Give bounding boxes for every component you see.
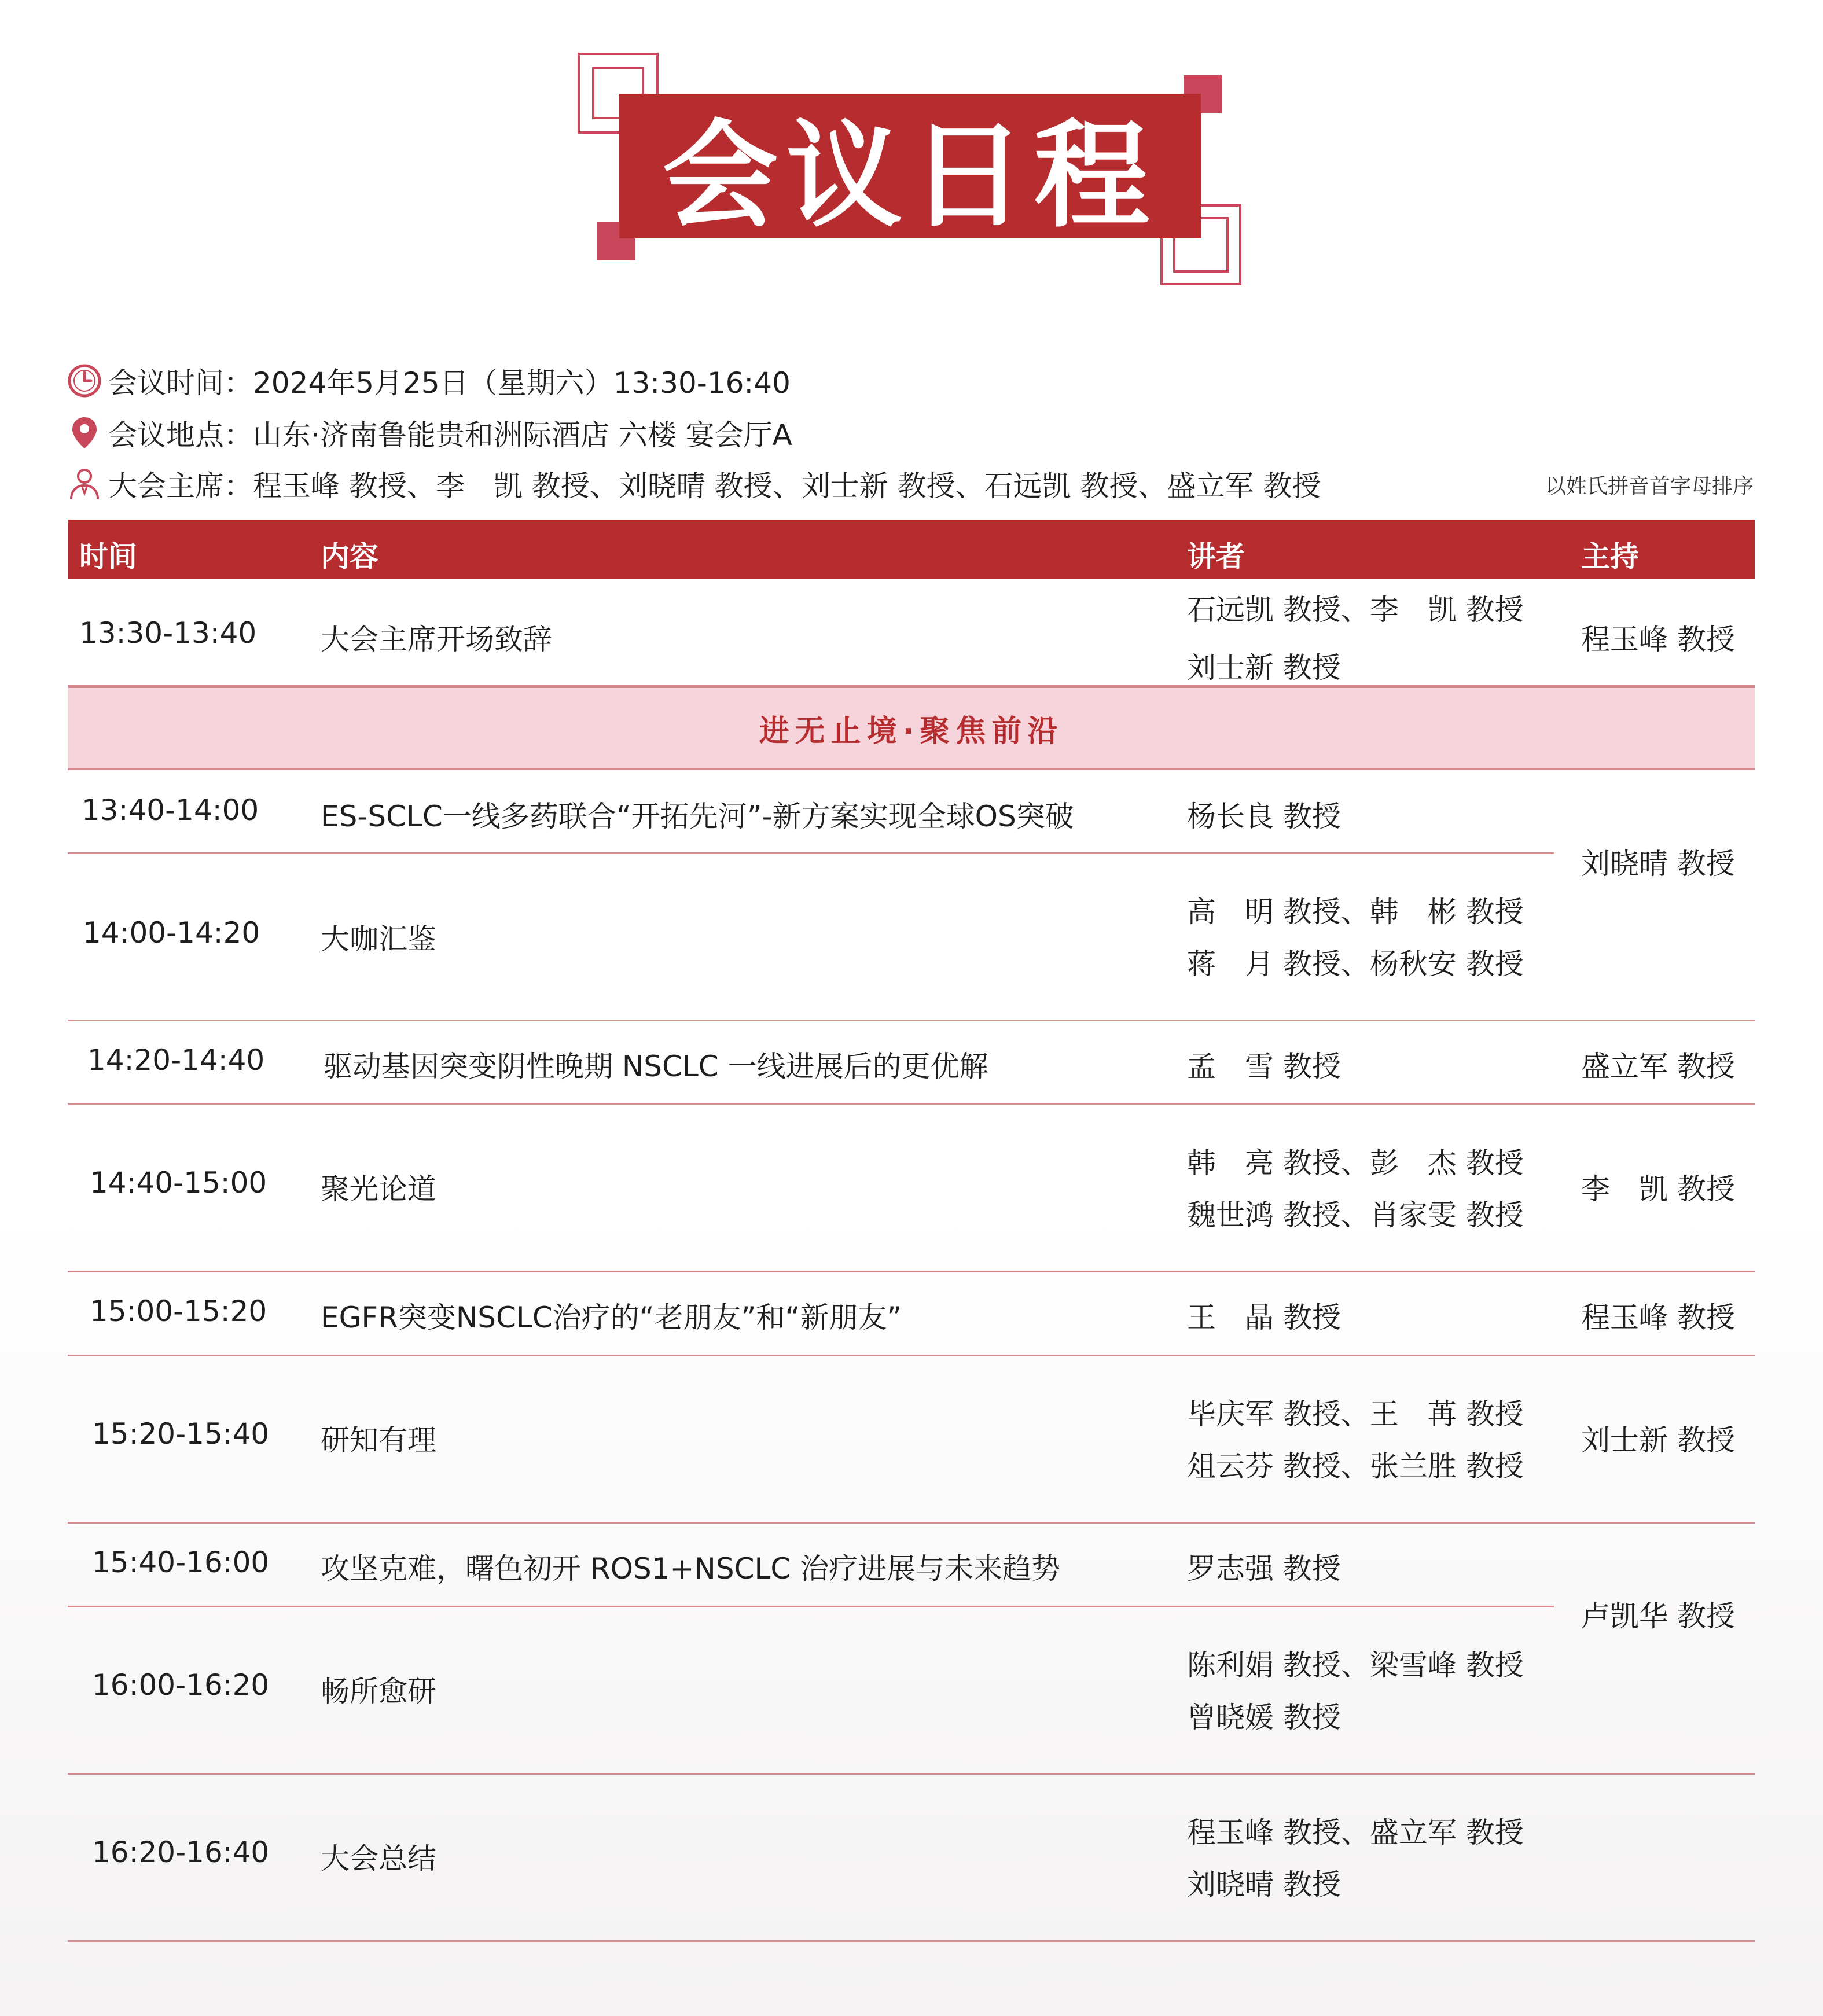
row-speaker: 刘士新 教授: [1187, 651, 1341, 685]
meeting-chair: [67, 463, 1321, 505]
header-content: 内容: [321, 540, 378, 573]
row-time: 15:20-15:40: [92, 1417, 270, 1451]
row-content: EGFR突变NSCLC治疗的“老朋友”和“新朋友”: [321, 1301, 902, 1334]
table-header: [68, 520, 1755, 579]
row-host: 程玉峰 教授: [1581, 1301, 1735, 1334]
meeting-location-text: 会议地点：山东·济南鲁能贵和洲际酒店 六楼 宴会厅A: [108, 418, 792, 452]
row-speaker: 罗志强 教授: [1187, 1552, 1341, 1585]
table-row: [68, 1775, 1755, 1942]
section-title: 进无止境·聚焦前沿: [68, 686, 1755, 770]
sort-note: 以姓氏拼音首字母排序: [1545, 474, 1754, 498]
table-row: [68, 579, 1755, 687]
row-host: 李 凯 教授: [1581, 1172, 1735, 1206]
table-row: [68, 1272, 1755, 1356]
table-row: [68, 1105, 1755, 1272]
header-host: 主持: [1581, 540, 1639, 573]
row-time: 13:40-14:00: [82, 793, 259, 827]
meeting-time: [67, 360, 791, 402]
row-content: ES-SCLC一线多药联合“开拓先河”-新方案实现全球OS突破: [321, 800, 1074, 833]
row-time: 14:20-14:40: [87, 1043, 265, 1077]
title-banner: [576, 51, 1247, 288]
meeting-time-text: 会议时间：2024年5月25日（星期六）13:30-16:40: [108, 366, 791, 400]
row-time: 16:20-16:40: [92, 1835, 270, 1869]
row-speaker: 毕庆军 教授、王 苒 教授: [1187, 1397, 1524, 1431]
table-row: [68, 1356, 1755, 1524]
header-time: 时间: [79, 540, 137, 573]
row-speaker: 俎云芬 教授、张兰胜 教授: [1187, 1450, 1524, 1483]
row-host: 卢凯华 教授: [1581, 1599, 1735, 1633]
row-content: 聚光论道: [321, 1172, 436, 1206]
schedule-table: [68, 520, 1755, 1901]
row-time: 13:30-13:40: [79, 616, 257, 650]
row-speaker: 蒋 月 教授、杨秋安 教授: [1187, 947, 1524, 981]
row-host: 盛立军 教授: [1581, 1050, 1735, 1083]
row-content: 大咖汇鉴: [321, 922, 436, 956]
page-title: 会议日程: [619, 94, 1201, 238]
row-content: 畅所愈研: [321, 1675, 436, 1708]
row-speaker: 曾晓媛 教授: [1187, 1701, 1341, 1734]
row-host: 程玉峰 教授: [1581, 623, 1735, 656]
table-row: [68, 1021, 1755, 1105]
row-time: 14:40-15:00: [90, 1166, 267, 1200]
row-speaker: 陈利娟 教授、梁雪峰 教授: [1187, 1649, 1524, 1682]
meeting-location: [67, 412, 792, 454]
row-speaker: 刘晓晴 教授: [1187, 1868, 1341, 1901]
header-speaker: 讲者: [1187, 540, 1245, 573]
table-row: [68, 1524, 1755, 1607]
row-speaker: 程玉峰 教授、盛立军 教授: [1187, 1816, 1524, 1849]
meeting-chair-text: 大会主席：程玉峰 教授、李 凯 教授、刘晓晴 教授、刘士新 教授、石远凯 教授、盛立军 教授: [108, 469, 1321, 503]
row-speaker: 王 晶 教授: [1187, 1301, 1341, 1334]
row-time: 14:00-14:20: [83, 916, 260, 950]
table-row: [68, 1599, 1755, 1775]
row-content: 研知有理: [321, 1423, 436, 1457]
row-content: 驱动基因突变阴性晚期 NSCLC 一线进展后的更优解: [324, 1050, 988, 1083]
row-host: 刘士新 教授: [1581, 1423, 1735, 1457]
row-time: 16:00-16:20: [92, 1668, 270, 1702]
table-row: [68, 770, 1755, 854]
row-speaker: 高 明 教授、韩 彬 教授: [1187, 895, 1524, 929]
row-time: 15:00-15:20: [90, 1294, 267, 1328]
row-speaker: 魏世鸿 教授、肖家雯 教授: [1187, 1198, 1524, 1232]
row-speaker: 韩 亮 教授、彭 杰 教授: [1187, 1146, 1524, 1180]
row-speaker: 孟 雪 教授: [1187, 1050, 1341, 1083]
row-time: 15:40-16:00: [92, 1546, 270, 1579]
row-content: 攻坚克难，曙色初开 ROS1+NSCLC 治疗进展与未来趋势: [321, 1552, 1061, 1585]
row-content: 大会主席开场致辞: [321, 623, 552, 656]
row-speaker: 杨长良 教授: [1187, 800, 1341, 833]
person-icon: [67, 466, 102, 502]
row-host: 刘晓晴 教授: [1581, 847, 1735, 881]
location-pin-icon: [67, 415, 102, 451]
table-row: [68, 847, 1755, 1021]
row-speaker: 石远凯 教授、李 凯 教授: [1187, 593, 1524, 627]
clock-icon: [67, 363, 102, 399]
row-content: 大会总结: [321, 1842, 436, 1875]
